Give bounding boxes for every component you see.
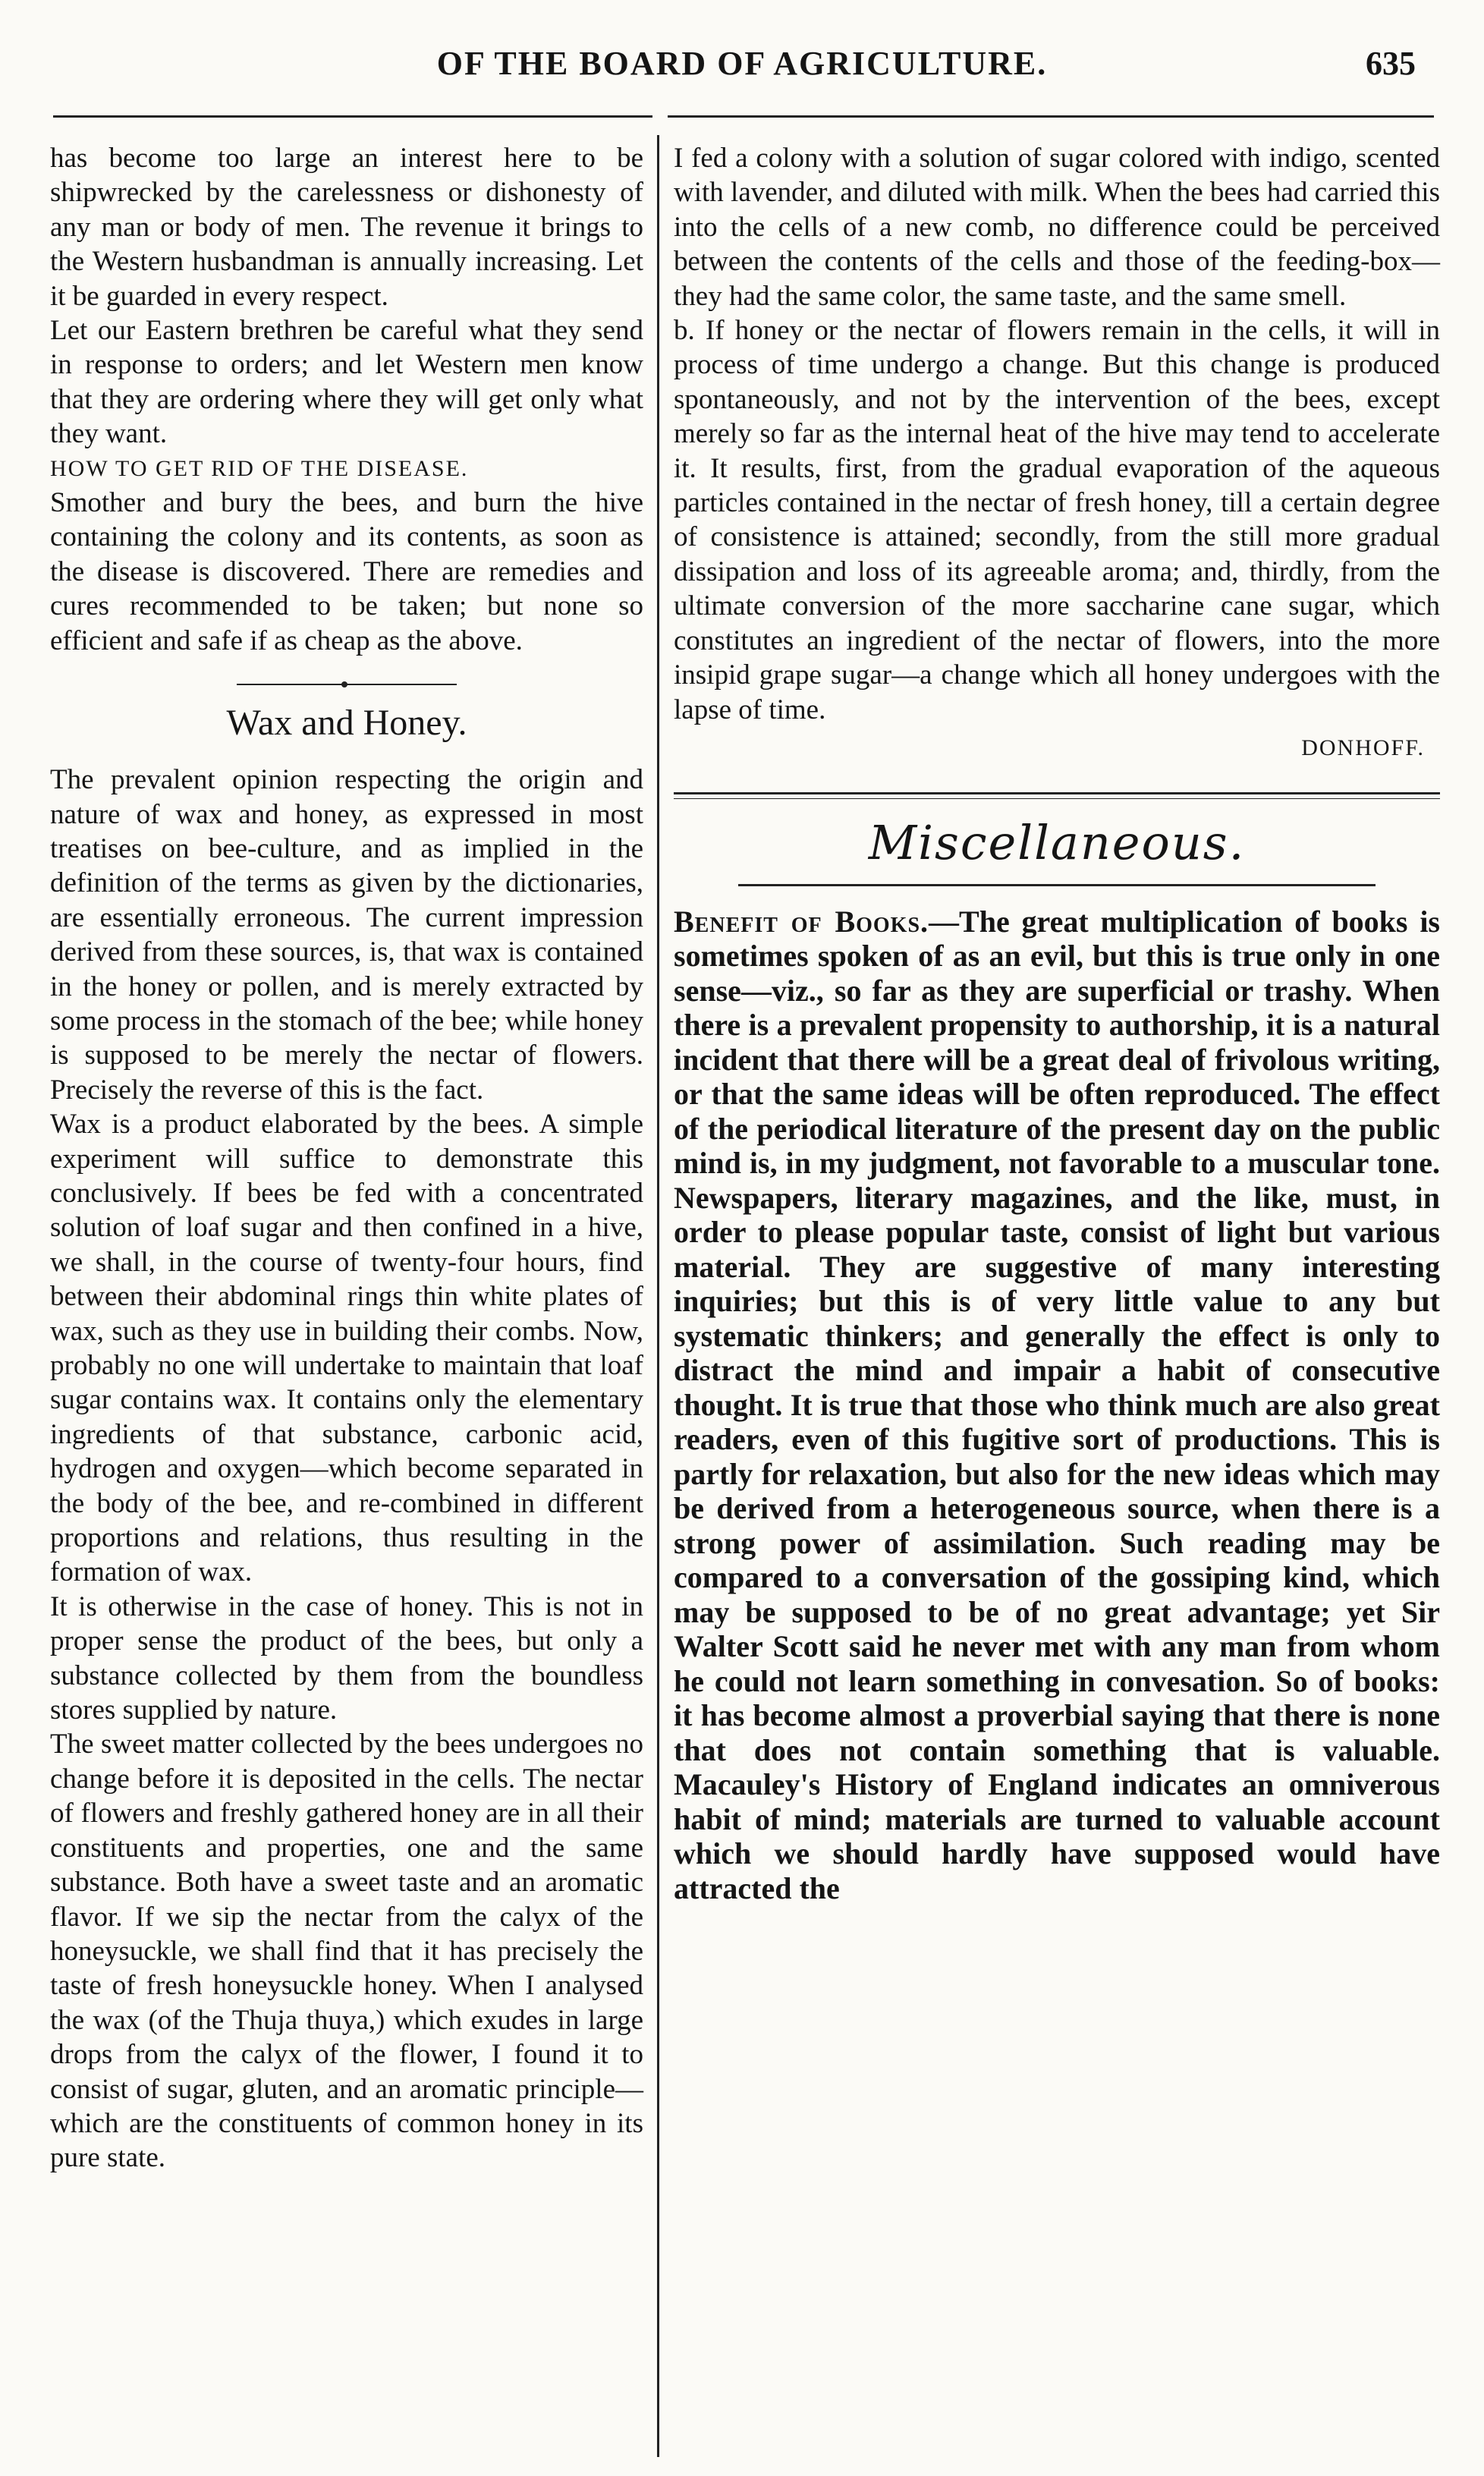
left-paragraph-6: It is otherwise in the case of honey. This is not in proper sense the product of the bees, but only a substance collected by them from the boundless stores supplied by nature. (50, 1590, 643, 1726)
left-paragraph-4: The prevalent opinion respecting the origin and nature of wax and honey, as expressed in most treatises on bee-culture, and as implied in the definition of the terms as given by the dictionaries, are essentially erroneous. The current impression derived from these sources, is, that wax is contained in the honey or pollen, and is merely extracted by some process in the stomach of the bee; while honey is supposed to be merely the nectar of flowers. Precisely the reverse of this is the fact. (50, 764, 643, 1106)
page-header (46, 44, 1438, 97)
left-paragraph-7: The sweet matter collected by the bees undergoes no change before it is deposited in the cells. The nectar of flowers and freshly gathered honey are in all their constituents and properties, one and the same substance. Both have a sweet taste and an aromatic flavor. If we sip the nectar from the calyx of the honeysuckle, we shall find that it has precisely the taste of fresh honeysuckle honey. When I analysed the wax (of the Thuja thuya,) which exudes in large drops from the calyx of the flower, I found it to consist of sugar, gluten, and an aromatic principle—which are the constituents of common honey in its pure state. (50, 1729, 643, 2174)
right-paragraph-1: I fed a colony with a solution of sugar colored with indigo, scented with lavender, and diluted with milk. When the bees had carried this into the cells of a new comb, no difference could be perceived between the contents of the cells and those of the feeding-box—they had the same color, the same taste, and the same smell. (674, 143, 1440, 312)
miscellaneous-top-rule (674, 792, 1440, 799)
disease-subheading: HOW TO GET RID OF THE DISEASE. (50, 455, 469, 481)
header-rule-right (668, 115, 1434, 118)
left-column (50, 141, 643, 2176)
benefit-of-books-paragraph (674, 905, 1440, 1906)
header-rule-left (53, 115, 652, 118)
author-signature: DONHOFF. (1301, 735, 1425, 760)
miscellaneous-bottom-rule (738, 884, 1376, 886)
section-divider (237, 684, 457, 685)
left-paragraph-5: Wax is a product elaborated by the bees. A simple experiment will suffice to demonstrate this conclusively. If bees be fed with a concentrated solution of loaf sugar and then confined in a hive, we shall, in the course of twenty-four hours, find between their abdominal rings thin white plates of wax, such as they use in building their combs. Now, probably no one will undertake to maintain that loaf sugar contains wax. It contains only the elementary ingredients of that substance, carbonic acid, hydrogen and oxygen—which become separated in the body of the bee, and re-combined in different proportions and relations, thus resulting in the formation of wax. (50, 1109, 643, 1588)
column-divider (657, 135, 659, 2457)
benefit-of-books-lead: Benefit of Books. (674, 904, 929, 939)
left-paragraph-2: Let our Eastern brethren be careful what they send in response to orders; and let Western men know that they are ordering where they will get only what they want. (50, 315, 643, 450)
page-number: 635 (1366, 45, 1416, 82)
benefit-of-books-body: —The great multiplication of books is sometimes spoken of as an evil, but this is true only in one sense—viz., so far as they are superficial or trashy. When there is a prevalent propensity to authorship, it is a natural incident that there will be a great deal of frivolous writing, or that the same ideas will be often reproduced. The effect of the periodical literature of the present day on the public mind is, in my judgment, not favorable to a muscular tone. Newspapers, literary magazines, and the like, must, in order to please popular taste, consist of light but various material. They are suggestive of many interesting inquiries; but this is of very little value to any but systematic thinkers; and generally the effect is only to distract the mind and impair a habit of consecutive thought. It is true that those who think much are also great readers, even of this fugitive sort of productions. This is partly for relaxation, but also for the new ideas which may be derived from a heterogeneous source, when there is a strong power of assimilation. Such reading may be compared to a conversation of the gossiping kind, which may be supposed to be of no great advantage; yet Sir Walter Scott said he never met with any man from whom he could not learn something in convesation. So of books: it has become almost a proverbial saying that there is none that does not contain something that is valuable. Macauley's History of England indicates an omniverous habit of mind; materials are turned to valuable account which we should hardly have supposed would have attracted the (674, 904, 1440, 1905)
left-paragraph-1: has become too large an interest here to be shipwrecked by the carelessness or dishonesty of any man or body of men. The revenue it brings to the Western husbandman is annually increasing. Let it be guarded in every respect. (50, 143, 643, 312)
running-title: OF THE BOARD OF AGRICULTURE. (436, 45, 1048, 82)
right-column (674, 141, 1440, 1905)
miscellaneous-title: Miscellaneous. (868, 814, 1246, 870)
right-paragraph-2: b. If honey or the nectar of flowers remain in the cells, it will in process of time undergo a change. But this change is produced spontaneously, and not by the intervention of the bees, except merely so far as the internal heat of the hive may tend to accelerate it. It results, first, from the gradual evaporation of the aqueous particles contained in the nectar of fresh honey, till a certain degree of consistence is attained; secondly, from the still more gradual dissipation and loss of its agreeable aroma; and, thirdly, from the ultimate conversion of the more saccharine cane sugar, which constitutes an ingredient of the nectar of flowers, into the more insipid grape sugar—a change which all honey undergoes with the lapse of time. (674, 315, 1440, 725)
wax-honey-title: Wax and Honey. (226, 703, 467, 744)
left-paragraph-3: Smother and bury the bees, and burn the hive containing the colony and its contents, as soon as the disease is discovered. There are remedies and cures recommended to be taken; but none so efficient and safe if as cheap as the above. (50, 487, 643, 656)
